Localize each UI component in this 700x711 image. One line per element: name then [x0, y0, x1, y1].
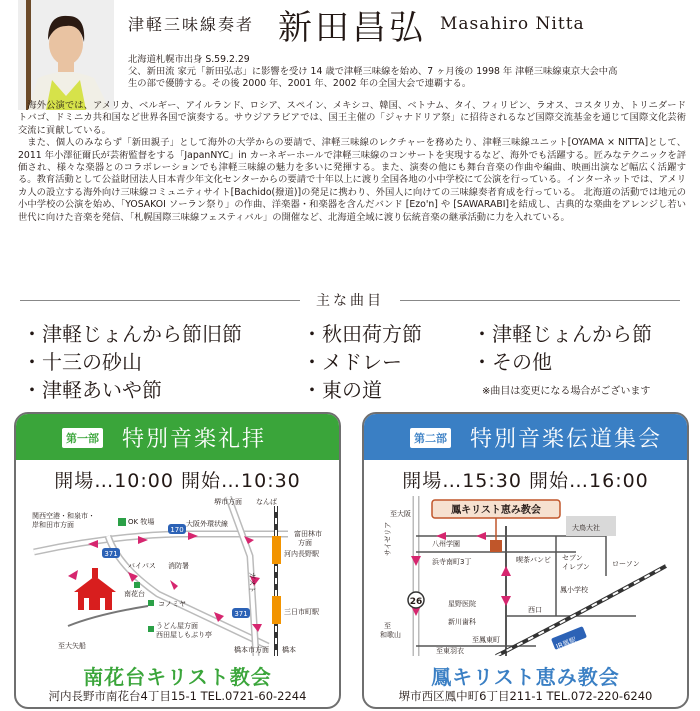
- shop-marker: [118, 518, 126, 526]
- songs-heading: [0, 290, 700, 310]
- church-address: 河内長野市南花台4丁目15-1 TEL.0721-60-2244: [48, 689, 307, 703]
- map-label: なんば: [256, 498, 277, 506]
- map-label: 橋本: [282, 646, 296, 654]
- map-label: イレブン: [562, 563, 590, 571]
- map-label: 至東羽衣: [436, 647, 464, 655]
- route-170: 170: [170, 526, 184, 534]
- map-label: 浜寺南町3丁: [432, 558, 472, 566]
- event-box-part1: [14, 412, 341, 709]
- song-item: ・メドレー: [302, 350, 402, 374]
- map-label: 三日市町駅: [284, 608, 319, 616]
- map-label: 喫茶バンビ: [516, 556, 551, 564]
- map-part2: [376, 496, 674, 656]
- map-label: 河内長野駅: [284, 550, 319, 558]
- route-shields: [408, 592, 424, 608]
- map-label: 関西空港・和泉市・: [32, 512, 95, 520]
- performer-name-en: Masahiro Nitta: [440, 14, 585, 34]
- part-badge: 第二部: [410, 428, 451, 448]
- event-time: 開場…10:00 開始…10:30: [54, 470, 301, 492]
- map-label: セブン: [562, 554, 583, 562]
- map-label: 堺市方面: [214, 498, 242, 506]
- map-label: 八州学園: [432, 540, 460, 548]
- map-label: ガスト: [248, 572, 256, 593]
- road-network: [416, 496, 666, 656]
- station-marker: [272, 536, 281, 564]
- map-label: バイパス: [128, 562, 156, 570]
- map-label: 鳳小学校: [560, 586, 588, 594]
- event-box-part2: [362, 412, 689, 709]
- route-371: 371: [234, 610, 248, 618]
- shop-marker: [148, 626, 154, 632]
- song-item: ・その他: [472, 350, 552, 374]
- map-label: ローソン: [612, 560, 640, 568]
- performer-role: 津軽三味線奏者: [128, 15, 255, 34]
- map-label: 橋本市方面: [234, 646, 269, 654]
- song-item: ・秋田荷方節: [302, 322, 422, 346]
- map-label: 大阪外環状線: [186, 520, 228, 528]
- performer-bio: 北海道札幌市出身 S.59.2.29 父、新田流 家元「新田弘志」に影響を受け 14 歳で津軽三味線を始め、7 ヶ月後の 1998 年 津軽三味線東京大会中高 生の部で優勝する。その後 2000 年、2001 年、2002 年の全国大会で連覇する。: [128, 54, 618, 89]
- map-label: OK 牧場: [128, 518, 155, 526]
- map-label: うどん屋方面: [156, 622, 198, 630]
- map-label: 大鳥大社: [572, 524, 600, 532]
- map-label: サイゼリア: [384, 521, 392, 556]
- church-banner-label: 鳳キリスト恵み教会: [451, 505, 541, 516]
- song-item: ・十三の砂山: [22, 350, 142, 374]
- map-label: 和歌山: [380, 631, 401, 639]
- map-label: 至大阪: [390, 510, 411, 518]
- map-label: 星野医院: [448, 600, 476, 608]
- songs-note: ※曲目は変更になる場合がございます: [482, 386, 651, 397]
- song-item: ・津軽じょんから節: [472, 322, 652, 346]
- song-item: ・東の道: [302, 378, 382, 402]
- performer-name-jp: 新田昌弘: [278, 8, 426, 48]
- map-label: 消防署: [168, 562, 189, 570]
- map-label: 富田林市: [294, 530, 322, 538]
- map-label: 西口: [528, 606, 542, 614]
- shop-marker: [134, 582, 140, 588]
- map-label: 岸和田市方面: [32, 521, 74, 529]
- event-time: 開場…15:30 開始…16:00: [402, 470, 649, 492]
- church-name: 鳳キリスト恵み教会: [431, 665, 620, 689]
- map-label: 南花台: [124, 590, 145, 598]
- map-label: JR鳳駅: [555, 635, 578, 652]
- event-header-part1: [16, 414, 339, 460]
- route-371: 371: [104, 550, 118, 558]
- church-marker: [490, 540, 502, 552]
- performer-photo: [18, 0, 114, 110]
- song-item: ・津軽じょんから節旧節: [22, 322, 242, 346]
- map-label: コノミヤ: [158, 600, 186, 608]
- church-banner: [432, 500, 560, 540]
- event-header-part2: [364, 414, 687, 460]
- shop-marker: [148, 600, 154, 606]
- map-label: 至鳳東町: [472, 636, 500, 644]
- map-label: 方面: [298, 539, 312, 547]
- map-part1: [28, 496, 326, 656]
- event-title: 特別音楽礼拝: [122, 427, 267, 452]
- songs-title: 主な曲目: [316, 293, 384, 309]
- map-label: 至: [384, 622, 391, 630]
- biography-text: [18, 100, 686, 224]
- station-marker: [272, 596, 281, 624]
- map-label: 西田屋しもぶり亭: [156, 631, 212, 639]
- event-title: 特別音楽伝道集会: [470, 427, 663, 452]
- biography-paragraph-2: また、個人のみならず「新田親子」として海外の大学からの要請で、津軽三味線のレクチャーを務めたり、津軽三味線ユニット[OYAMA × NITTA]として、2011 年小澤征爾氏が芸術監督をする「JapanNYC」in カーネギーホールで津軽三味線のコンサートを実現するなど、海外でも活躍する。匠みなテクニックを評価され、様々な楽器とのコラボレーションでも津軽三味線の魅力を多いに発揮する。また、演奏の他にも舞台音楽の作曲や編曲、映画出演など幅広く活躍する。教育活動として公益財団法人日本青少年文化センターからの要請で十年以上に渡り全国各地の小中学校にて公演を行っている。インターネットでは、アメリカ人の設立する海外向け三味線コミュニティサイト[Bachido(撥道)]の発足に携わり、外国人に向けての三味線奏者育成を行っている。 北海道の活動では地元の小中学校の公演を始め、「YOSAKOI ソーラン祭り」の作曲、洋楽器・和楽器を含んだバンド [Ezo'n] や [SAWARABI]を結成し、古典的な楽曲をアレンジし若い世代に向けた音楽を発信、「札幌国際三味線フェスティバル」の開催など、北海道全域に渡り伝統音楽の継承活動に力を入れている。: [18, 137, 686, 223]
- song-item: ・津軽あいや節: [22, 378, 162, 402]
- map-label: 至大矢船: [58, 642, 86, 650]
- church-address: 堺市西区鳳中町6丁目211-1 TEL.072-220-6240: [398, 689, 653, 703]
- map-label: 新川歯科: [448, 618, 476, 626]
- church-icon: [74, 568, 116, 610]
- biography-paragraph-1: 海外公演では、アメリカ、ベルギー、アイルランド、ロシア、スペイン、メキシコ、韓国、ベトナム、タイ、フィリピン、ラオス、コスタリカ、トリニダードトバゴ、ドミニカ共和国など世界各国で演奏する。サウジアラビアでは、国王主催の「ジャナドリア祭」に招待されるなど国際交流基金を通じて国際文化芸術交流に貢献している。: [18, 100, 686, 136]
- part-badge: 第一部: [62, 428, 103, 448]
- church-name: 南花台キリスト教会: [83, 665, 272, 689]
- route-26: 26: [409, 597, 423, 607]
